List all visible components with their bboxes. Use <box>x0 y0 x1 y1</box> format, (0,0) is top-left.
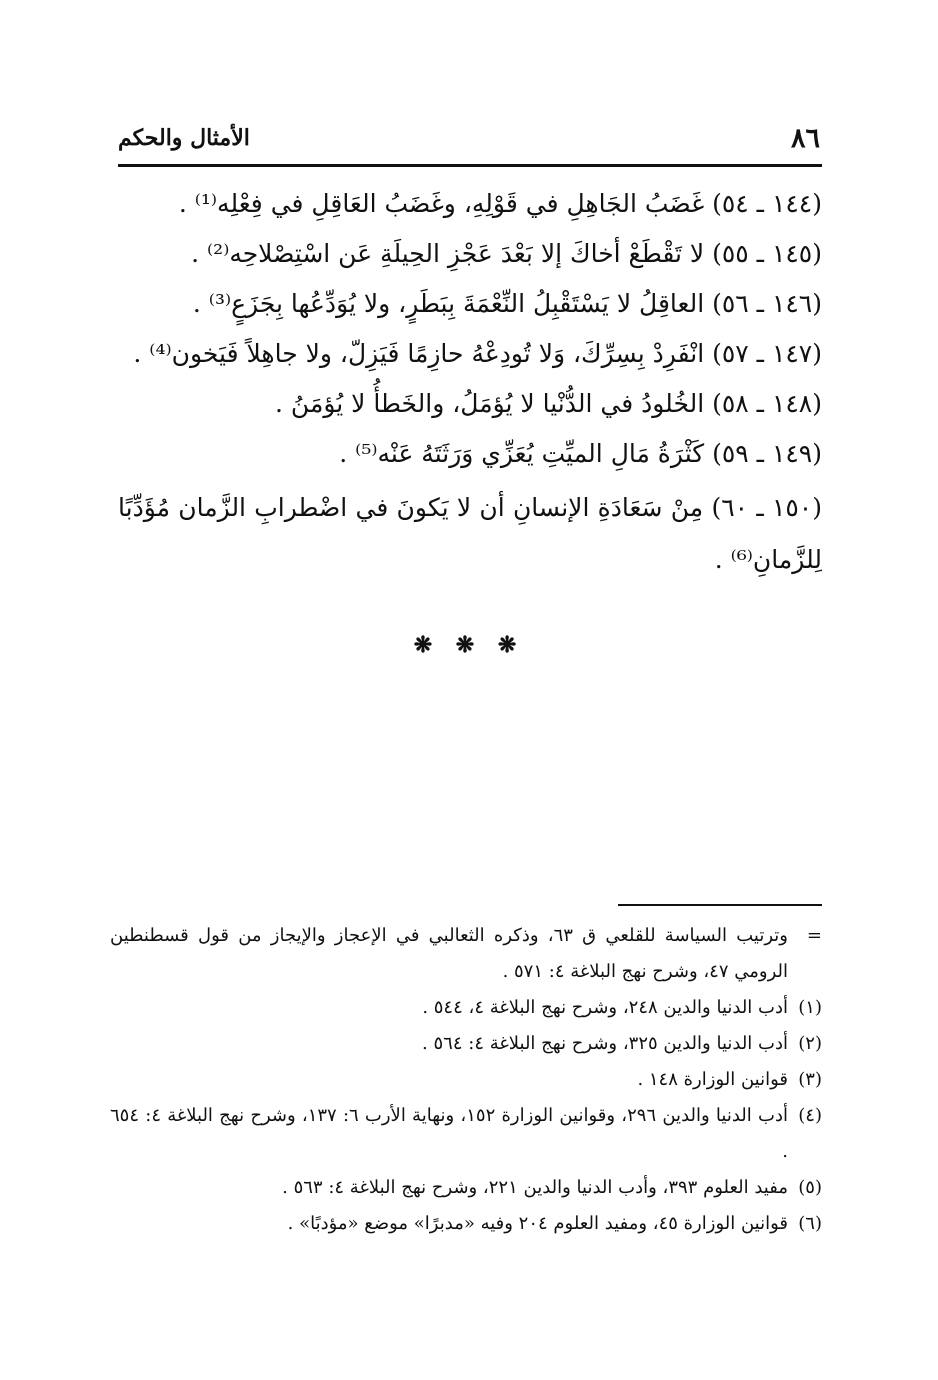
page-header <box>118 116 820 160</box>
saying-147: (١٤٧ ـ ٥٧) انْفَرِدْ بِسِرِّكَ، وَلا تُودِعْهُ حازِمًا فَيَزِلّ، ولا جاهِلاً فَيَخون⁽⁴⁾ . <box>133 339 822 368</box>
saying-148: (١٤٨ ـ ٥٨) الخُلودُ في الدُّنْيا لا يُؤمَلُ، والخَطأُ لا يُؤمَنُ . <box>275 389 822 418</box>
saying-149: (١٤٩ ـ ٥٩) كَثْرَةُ مَالِ الميِّتِ يُعَزِّي وَرَثَتَهُ عَنْه⁽⁵⁾ . <box>339 439 822 468</box>
saying-144: (١٤٤ ـ ٥٤) غَضَبُ الجَاهِلِ في قَوْلِهِ، وغَضَبُ العَاقِلِ في فِعْلِه⁽¹⁾ . <box>178 189 822 218</box>
footnote-marker: (٣) <box>798 1069 822 1090</box>
footnote-text: وترتيب السياسة للقلعي ق ٦٣، وذكره الثعالبي في الإعجاز والإيجاز من قول قسطنطين الرومي ٤٧، وشرح نهج البلاغة ٤: ٥٧١ . <box>110 925 788 982</box>
footnote-3 <box>110 1062 822 1098</box>
footnote-marker: (٤) <box>798 1105 822 1126</box>
footnote-marker: = <box>806 925 822 946</box>
page-number: ٨٦ <box>790 122 820 154</box>
saying-146: (١٤٦ ـ ٥٦) العاقِلُ لا يَسْتَقْبِلُ النِّعْمَةَ بِبَطَرٍ، ولا يُوَدِّعُها بِجَزَعٍ⁽³⁾ . <box>192 289 822 318</box>
footnote-marker: (٦) <box>798 1213 822 1234</box>
running-title: الأمثال والحكم <box>118 125 250 151</box>
section-separator: ❋ ❋ ❋ <box>413 632 525 658</box>
sayings-list <box>118 182 822 592</box>
footnote-continued <box>110 918 822 990</box>
footnote-marker: (١) <box>798 997 822 1018</box>
footnote-5 <box>110 1170 822 1206</box>
footnote-6 <box>110 1206 822 1242</box>
saying-150: (١٥٠ ـ ٦٠) مِنْ سَعَادَةِ الإنسانِ أن لا يَكونَ في اضْطرابِ الزَّمان مُؤَدِّبًا لِلزَّمانِ⁽⁶⁾ . <box>118 493 822 574</box>
footnote-marker: (٥) <box>798 1177 822 1198</box>
footnotes <box>110 918 822 1242</box>
footnote-4 <box>110 1098 822 1170</box>
footnote-2 <box>110 1026 822 1062</box>
footnote-text: أدب الدنيا والدين ٢٩٦، وقوانين الوزارة ١٥٢، ونهاية الأرب ٦: ١٣٧، وشرح نهج البلاغة ٤: ٦٥٤ . <box>110 1105 788 1162</box>
header-rule <box>118 164 822 167</box>
footnote-text: قوانين الوزارة ١٤٨ . <box>637 1069 788 1090</box>
footnote-text: قوانين الوزارة ٤٥، ومفيد العلوم ٢٠٤ وفيه «مدبرًا» موضع «مؤدبًا» . <box>287 1213 788 1234</box>
footnote-rule <box>618 904 822 906</box>
footnote-text: مفيد العلوم ٣٩٣، وأدب الدنيا والدين ٢٢١، وشرح نهج البلاغة ٤: ٥٦٣ . <box>282 1177 788 1198</box>
footnote-text: أدب الدنيا والدين ٢٤٨، وشرح نهج البلاغة ٤، ٥٤٤ . <box>422 997 788 1018</box>
saying-145: (١٤٥ ـ ٥٥) لا تَقْطَعْ أخاكَ إلا بَعْدَ عَجْزِ الحِيلَةِ عَن اسْتِصْلاحِه⁽²⁾ . <box>191 239 822 268</box>
footnote-text: أدب الدنيا والدين ٣٢٥، وشرح نهج البلاغة ٤: ٥٦٤ . <box>422 1033 788 1054</box>
footnote-marker: (٢) <box>798 1033 822 1054</box>
footnote-1 <box>110 990 822 1026</box>
